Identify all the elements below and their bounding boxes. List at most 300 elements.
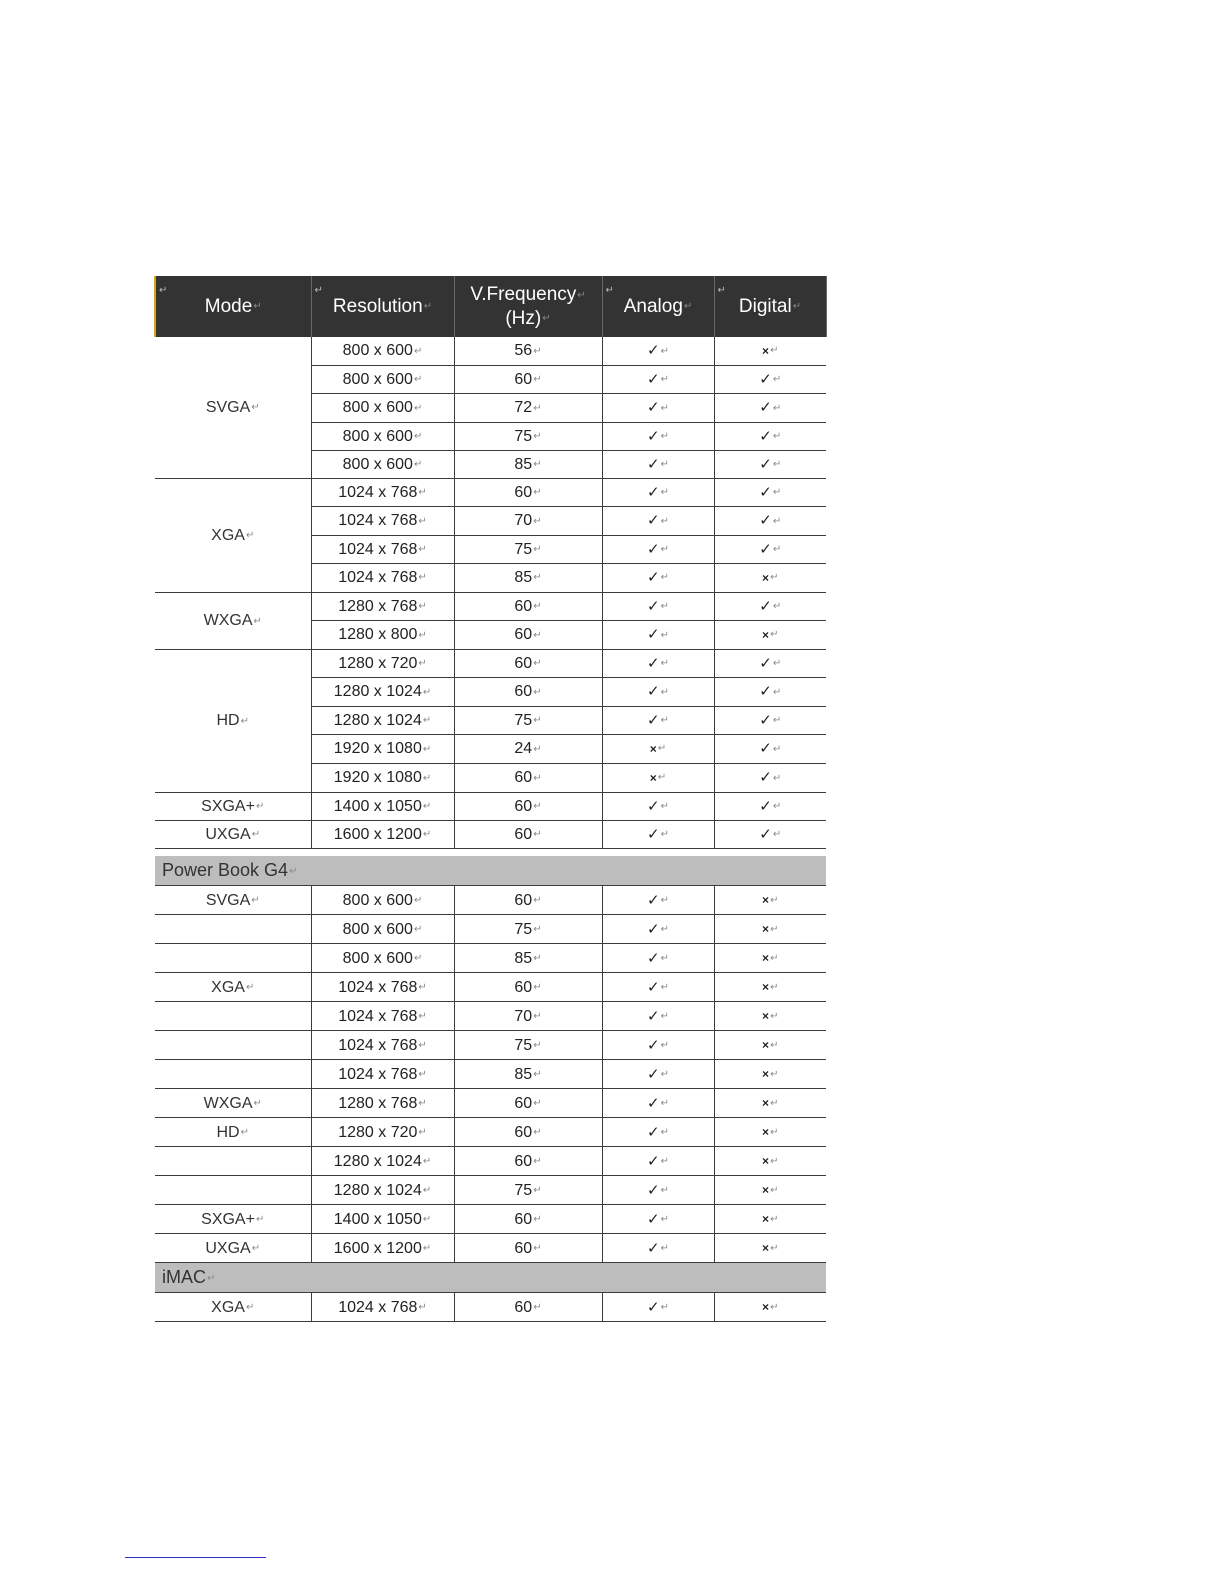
frequency-cell-text: 60 xyxy=(514,1210,533,1228)
mode-cell-text: XGA xyxy=(211,978,245,996)
table-row xyxy=(155,337,826,366)
analog-cell: ✓↵ xyxy=(602,563,714,592)
mode-cell: UXGA↵ xyxy=(155,1234,311,1263)
header-vfrequency: V.Frequency↵ (Hz)↵ xyxy=(454,276,602,337)
table-row xyxy=(155,1147,826,1176)
frequency-cell-text: 60 xyxy=(514,826,533,844)
analog-cell-text: ✓ xyxy=(647,484,660,502)
frequency-cell: 60↵ xyxy=(454,1293,602,1322)
digital-cell: ×↵ xyxy=(714,1031,826,1060)
frequency-cell: 60↵ xyxy=(454,1234,602,1263)
mode-cell-text: WXGA xyxy=(203,1094,253,1112)
analog-cell-text: ✓ xyxy=(647,512,660,530)
analog-cell-text: ✓ xyxy=(647,826,660,844)
digital-cell: ✓↵ xyxy=(714,479,826,507)
frequency-cell: 60↵ xyxy=(454,479,602,507)
digital-cell-text: × xyxy=(762,980,770,995)
mode-cell: UXGA↵ xyxy=(155,821,311,849)
resolution-cell: 1400 x 1050↵ xyxy=(311,1205,454,1234)
resolution-cell-text: 1024 x 768 xyxy=(338,484,418,502)
resolution-cell-text: 1400 x 1050 xyxy=(333,1210,422,1228)
resolution-cell: 1024 x 768↵ xyxy=(311,1031,454,1060)
frequency-cell-text: 60 xyxy=(514,597,533,615)
frequency-cell-text: 60 xyxy=(514,371,533,388)
frequency-cell: 85↵ xyxy=(454,1060,602,1089)
resolution-cell: 800 x 600↵ xyxy=(311,886,454,915)
resolution-cell-text: 1024 x 768 xyxy=(338,540,418,558)
mode-cell xyxy=(155,1147,311,1176)
digital-cell-text: × xyxy=(762,951,770,966)
resolution-cell: 1920 x 1080↵ xyxy=(311,763,454,792)
digital-cell-text: × xyxy=(762,1241,770,1256)
analog-cell: ✓↵ xyxy=(602,1147,714,1176)
resolution-cell: 800 x 600↵ xyxy=(311,394,454,422)
digital-cell: ✓↵ xyxy=(714,821,826,849)
analog-cell-text: ✓ xyxy=(647,569,660,587)
resolution-cell-text: 800 x 600 xyxy=(342,891,413,909)
frequency-cell-text: 60 xyxy=(514,1094,533,1112)
analog-cell: ✓↵ xyxy=(602,1089,714,1118)
section-imac-title: iMAC↵ xyxy=(155,1263,826,1293)
resolution-cell-text: 1280 x 1024 xyxy=(333,1181,422,1199)
digital-cell: ✓↵ xyxy=(714,592,826,620)
frequency-cell-text: 85 xyxy=(514,455,533,473)
frequency-cell-text: 60 xyxy=(514,1152,533,1170)
table-row xyxy=(155,1293,826,1322)
digital-cell-text: × xyxy=(762,1067,770,1082)
digital-cell: ✓↵ xyxy=(714,792,826,820)
analog-cell: ✓↵ xyxy=(602,592,714,620)
spacer-cell xyxy=(155,849,826,857)
analog-cell: ✓↵ xyxy=(602,650,714,678)
frequency-cell: 60↵ xyxy=(454,973,602,1002)
frequency-cell-text: 75 xyxy=(514,540,533,558)
table-body xyxy=(155,337,826,1322)
digital-cell-text: ✓ xyxy=(759,769,772,787)
analog-cell: ✓↵ xyxy=(602,973,714,1002)
digital-cell: ✓↵ xyxy=(714,422,826,450)
table-row xyxy=(155,1031,826,1060)
table-row xyxy=(155,1205,826,1234)
frequency-cell: 75↵ xyxy=(454,706,602,734)
mode-cell: XGA↵ xyxy=(155,973,311,1002)
frequency-cell-text: 75 xyxy=(514,920,533,938)
resolution-cell-text: 1024 x 768 xyxy=(338,1007,418,1025)
analog-cell-text: ✓ xyxy=(647,949,660,967)
analog-cell-text: ✓ xyxy=(647,1181,660,1199)
digital-cell: ×↵ xyxy=(714,915,826,944)
analog-cell-text: ✓ xyxy=(647,597,660,615)
digital-cell-text: × xyxy=(762,1125,770,1140)
frequency-cell: 60↵ xyxy=(454,886,602,915)
resolution-cell: 1280 x 1024↵ xyxy=(311,706,454,734)
analog-cell: ✓↵ xyxy=(602,621,714,650)
digital-cell: ✓↵ xyxy=(714,650,826,678)
frequency-cell-text: 60 xyxy=(514,683,533,701)
frequency-cell-text: 75 xyxy=(514,1036,533,1054)
resolution-cell-text: 800 x 600 xyxy=(342,920,413,938)
digital-cell: ✓↵ xyxy=(714,706,826,734)
analog-cell: ✓↵ xyxy=(602,915,714,944)
frequency-cell: 70↵ xyxy=(454,507,602,535)
analog-cell: ✓↵ xyxy=(602,479,714,507)
resolution-cell-text: 1280 x 1024 xyxy=(333,711,422,729)
digital-cell-text: ✓ xyxy=(759,711,772,729)
analog-cell-text: ✓ xyxy=(647,1298,660,1316)
digital-cell: ✓↵ xyxy=(714,394,826,422)
table-row xyxy=(155,1176,826,1205)
resolution-cell-text: 1920 x 1080 xyxy=(333,769,422,787)
resolution-cell-text: 1920 x 1080 xyxy=(333,740,422,758)
frequency-cell-text: 75 xyxy=(514,1181,533,1199)
resolution-cell: 800 x 600↵ xyxy=(311,422,454,450)
mode-cell: XGA↵ xyxy=(155,479,311,593)
mode-cell-text: WXGA xyxy=(203,612,253,630)
resolution-cell: 1280 x 768↵ xyxy=(311,1089,454,1118)
mode-cell xyxy=(155,944,311,973)
header-mode: ↵ Mode↵ xyxy=(155,276,311,337)
table-row xyxy=(155,915,826,944)
resolution-cell-text: 800 x 600 xyxy=(342,427,413,445)
frequency-cell-text: 60 xyxy=(514,891,533,909)
digital-cell: ✓↵ xyxy=(714,734,826,763)
frequency-cell-text: 60 xyxy=(514,484,533,502)
analog-cell: ✓↵ xyxy=(602,394,714,422)
mode-cell-text: HD xyxy=(216,1123,240,1141)
analog-cell-text: ✓ xyxy=(647,399,660,417)
resolution-cell-text: 1280 x 768 xyxy=(338,597,418,615)
resolution-cell-text: 1280 x 720 xyxy=(338,1123,418,1141)
analog-cell: ✓↵ xyxy=(602,1031,714,1060)
mode-cell: WXGA↵ xyxy=(155,1089,311,1118)
frequency-cell-text: 72 xyxy=(514,399,533,417)
analog-cell-text: ✓ xyxy=(647,1123,660,1141)
analog-cell-text: ✓ xyxy=(647,342,660,360)
section-powerbook-g4 xyxy=(155,856,826,886)
digital-cell-text: ✓ xyxy=(759,683,772,701)
frequency-cell-text: 60 xyxy=(514,1123,533,1141)
digital-cell-text: × xyxy=(762,570,770,585)
resolution-cell-text: 1600 x 1200 xyxy=(333,1239,422,1257)
mode-cell: SXGA+↵ xyxy=(155,792,311,820)
analog-cell-text: ✓ xyxy=(647,711,660,729)
resolution-cell-text: 1280 x 768 xyxy=(338,1094,418,1112)
analog-cell-text: ✓ xyxy=(647,978,660,996)
frequency-cell: 56↵ xyxy=(454,337,602,366)
resolution-cell: 1024 x 768↵ xyxy=(311,479,454,507)
analog-cell-text: × xyxy=(649,741,657,756)
digital-cell-text: × xyxy=(762,1096,770,1111)
mode-cell: SVGA↵ xyxy=(155,886,311,915)
digital-cell-text: × xyxy=(762,1154,770,1169)
resolution-cell: 1024 x 768↵ xyxy=(311,563,454,592)
resolution-cell: 800 x 600↵ xyxy=(311,450,454,478)
digital-cell: ✓↵ xyxy=(714,507,826,535)
analog-cell: ✓↵ xyxy=(602,678,714,706)
resolution-cell: 1024 x 768↵ xyxy=(311,1002,454,1031)
mode-cell-text: UXGA xyxy=(205,826,251,844)
resolution-cell: 800 x 600↵ xyxy=(311,366,454,394)
digital-cell: ×↵ xyxy=(714,886,826,915)
frequency-cell: 60↵ xyxy=(454,1147,602,1176)
digital-cell-text: ✓ xyxy=(759,540,772,558)
frequency-cell: 85↵ xyxy=(454,450,602,478)
analog-cell-text: × xyxy=(649,770,657,785)
analog-cell: ✓↵ xyxy=(602,1293,714,1322)
digital-cell-text: × xyxy=(762,628,770,643)
resolution-cell: 1280 x 1024↵ xyxy=(311,678,454,706)
frequency-cell: 72↵ xyxy=(454,394,602,422)
digital-cell: ×↵ xyxy=(714,1147,826,1176)
table-row xyxy=(155,1089,826,1118)
digital-cell-text: ✓ xyxy=(759,371,772,388)
analog-cell: ✓↵ xyxy=(602,422,714,450)
resolution-cell: 800 x 600↵ xyxy=(311,944,454,973)
digital-cell: ×↵ xyxy=(714,1118,826,1147)
mode-cell-text: XGA xyxy=(211,1298,245,1316)
mode-cell: XGA↵ xyxy=(155,1293,311,1322)
frequency-cell-text: 85 xyxy=(514,949,533,967)
frequency-cell: 60↵ xyxy=(454,1118,602,1147)
digital-cell-text: × xyxy=(762,1038,770,1053)
digital-cell-text: ✓ xyxy=(759,740,772,758)
frequency-cell-text: 60 xyxy=(514,626,533,644)
digital-cell-text: ✓ xyxy=(759,512,772,530)
frequency-cell-text: 70 xyxy=(514,1007,533,1025)
analog-cell-text: ✓ xyxy=(647,683,660,701)
analog-cell-text: ✓ xyxy=(647,655,660,673)
frequency-cell: 70↵ xyxy=(454,1002,602,1031)
frequency-cell: 75↵ xyxy=(454,422,602,450)
resolution-cell-text: 1280 x 800 xyxy=(338,626,418,644)
resolution-cell-text: 800 x 600 xyxy=(342,399,413,417)
resolution-cell: 1024 x 768↵ xyxy=(311,507,454,535)
digital-cell-text: ✓ xyxy=(759,399,772,417)
resolution-cell: 1280 x 768↵ xyxy=(311,592,454,620)
frequency-cell-text: 60 xyxy=(514,655,533,673)
frequency-cell: 75↵ xyxy=(454,915,602,944)
digital-cell-text: × xyxy=(762,1212,770,1227)
frequency-cell: 60↵ xyxy=(454,592,602,620)
digital-cell-text: ✓ xyxy=(759,484,772,502)
digital-cell-text: ✓ xyxy=(759,597,772,615)
digital-cell-text: × xyxy=(762,1009,770,1024)
frequency-cell-text: 60 xyxy=(514,797,533,815)
analog-cell-text: ✓ xyxy=(647,455,660,473)
analog-cell: ✓↵ xyxy=(602,792,714,820)
analog-cell-text: ✓ xyxy=(647,1036,660,1054)
frequency-cell-text: 60 xyxy=(514,769,533,787)
analog-cell-text: ✓ xyxy=(647,427,660,445)
analog-cell-text: ✓ xyxy=(647,540,660,558)
table-header-row xyxy=(155,276,826,337)
section-powerbook-g4-title: Power Book G4↵ xyxy=(155,856,826,886)
frequency-cell-text: 24 xyxy=(514,740,533,758)
digital-cell: ✓↵ xyxy=(714,366,826,394)
footnote-separator xyxy=(125,1557,266,1558)
digital-cell: ×↵ xyxy=(714,944,826,973)
frequency-cell: 60↵ xyxy=(454,1205,602,1234)
analog-cell: ✓↵ xyxy=(602,337,714,366)
resolution-cell: 1024 x 768↵ xyxy=(311,1293,454,1322)
resolution-cell: 1024 x 768↵ xyxy=(311,1060,454,1089)
table-row xyxy=(155,792,826,820)
resolution-cell-text: 1024 x 768 xyxy=(338,1298,418,1316)
digital-cell-text: ✓ xyxy=(759,797,772,815)
table-row xyxy=(155,821,826,849)
mode-cell: HD↵ xyxy=(155,650,311,793)
resolution-cell-text: 1024 x 768 xyxy=(338,512,418,530)
mode-cell xyxy=(155,1031,311,1060)
resolution-cell: 800 x 600↵ xyxy=(311,337,454,366)
analog-cell-text: ✓ xyxy=(647,1239,660,1257)
digital-cell-text: × xyxy=(762,893,770,908)
resolution-cell: 1600 x 1200↵ xyxy=(311,1234,454,1263)
digital-cell: ✓↵ xyxy=(714,763,826,792)
digital-cell: ×↵ xyxy=(714,621,826,650)
mode-cell-text: SVGA xyxy=(205,891,251,909)
mode-cell-text: SXGA+ xyxy=(201,797,255,815)
frequency-cell: 60↵ xyxy=(454,763,602,792)
digital-cell: ✓↵ xyxy=(714,535,826,563)
mode-cell: WXGA↵ xyxy=(155,592,311,649)
table-row xyxy=(155,886,826,915)
analog-cell: ✓↵ xyxy=(602,1176,714,1205)
resolution-cell-text: 1024 x 768 xyxy=(338,1065,418,1083)
frequency-cell: 24↵ xyxy=(454,734,602,763)
digital-cell: ×↵ xyxy=(714,1293,826,1322)
analog-cell: ✓↵ xyxy=(602,507,714,535)
analog-cell: ✓↵ xyxy=(602,1002,714,1031)
table-row xyxy=(155,1060,826,1089)
digital-cell: ×↵ xyxy=(714,1060,826,1089)
resolution-cell: 1280 x 720↵ xyxy=(311,1118,454,1147)
header-analog: ↵ Analog↵ xyxy=(602,276,714,337)
frequency-cell: 60↵ xyxy=(454,366,602,394)
mode-cell xyxy=(155,1176,311,1205)
resolution-cell: 1280 x 1024↵ xyxy=(311,1147,454,1176)
analog-cell-text: ✓ xyxy=(647,1007,660,1025)
digital-cell: ✓↵ xyxy=(714,678,826,706)
digital-cell-text: ✓ xyxy=(759,826,772,844)
resolution-cell: 1024 x 768↵ xyxy=(311,973,454,1002)
mode-cell-text: HD xyxy=(216,712,240,730)
frequency-cell-text: 75 xyxy=(514,711,533,729)
mode-cell-text: UXGA xyxy=(205,1239,251,1257)
digital-cell: ×↵ xyxy=(714,1002,826,1031)
frequency-cell-text: 75 xyxy=(514,427,533,445)
frequency-cell: 85↵ xyxy=(454,563,602,592)
resolution-cell-text: 1280 x 1024 xyxy=(333,1152,422,1170)
digital-cell: ×↵ xyxy=(714,1089,826,1118)
section-imac-title-text: iMAC xyxy=(162,1267,206,1288)
frequency-cell: 60↵ xyxy=(454,621,602,650)
resolution-cell-text: 1024 x 768 xyxy=(338,978,418,996)
table-row xyxy=(155,479,826,507)
analog-cell-text: ✓ xyxy=(647,797,660,815)
analog-cell: ×↵ xyxy=(602,763,714,792)
digital-cell-text: ✓ xyxy=(759,455,772,473)
analog-cell-text: ✓ xyxy=(647,371,660,388)
digital-cell-text: × xyxy=(762,344,770,358)
mode-cell xyxy=(155,1002,311,1031)
digital-cell: ×↵ xyxy=(714,563,826,592)
resolution-cell-text: 800 x 600 xyxy=(342,455,413,473)
resolution-cell: 1280 x 720↵ xyxy=(311,650,454,678)
digital-cell-text: × xyxy=(762,922,770,937)
resolution-cell-text: 1024 x 768 xyxy=(338,569,418,587)
header-digital: ↵ Digital↵ xyxy=(714,276,826,337)
frequency-cell: 75↵ xyxy=(454,1031,602,1060)
analog-cell: ✓↵ xyxy=(602,706,714,734)
mode-cell-text: SVGA xyxy=(205,398,251,416)
spacer-row xyxy=(155,849,826,857)
analog-cell-text: ✓ xyxy=(647,891,660,909)
resolution-cell-text: 800 x 600 xyxy=(342,342,413,360)
analog-cell: ×↵ xyxy=(602,734,714,763)
analog-cell-text: ✓ xyxy=(647,626,660,644)
frequency-cell: 60↵ xyxy=(454,1089,602,1118)
resolution-cell: 1280 x 1024↵ xyxy=(311,1176,454,1205)
digital-cell: ✓↵ xyxy=(714,450,826,478)
resolution-cell-text: 1400 x 1050 xyxy=(333,797,422,815)
frequency-cell-text: 85 xyxy=(514,569,533,587)
digital-cell: ×↵ xyxy=(714,1205,826,1234)
frequency-cell: 60↵ xyxy=(454,650,602,678)
analog-cell: ✓↵ xyxy=(602,450,714,478)
resolution-cell-text: 800 x 600 xyxy=(342,371,413,388)
resolution-cell: 1280 x 800↵ xyxy=(311,621,454,650)
resolution-cell: 1920 x 1080↵ xyxy=(311,734,454,763)
digital-cell-text: ✓ xyxy=(759,427,772,445)
resolution-cell-text: 1280 x 720 xyxy=(338,655,418,673)
analog-cell: ✓↵ xyxy=(602,1234,714,1263)
mode-cell-text: SXGA+ xyxy=(201,1210,255,1228)
analog-cell: ✓↵ xyxy=(602,1118,714,1147)
digital-cell: ×↵ xyxy=(714,337,826,366)
table-row xyxy=(155,1002,826,1031)
resolution-cell: 1024 x 768↵ xyxy=(311,535,454,563)
resolution-cell-text: 800 x 600 xyxy=(342,949,413,967)
mode-cell: HD↵ xyxy=(155,1118,311,1147)
header-resolution: ↵ Resolution↵ xyxy=(311,276,454,337)
analog-cell-text: ✓ xyxy=(647,1065,660,1083)
compatibility-table xyxy=(154,276,827,1322)
mode-cell xyxy=(155,1060,311,1089)
frequency-cell: 75↵ xyxy=(454,535,602,563)
frequency-cell-text: 70 xyxy=(514,512,533,530)
analog-cell-text: ✓ xyxy=(647,920,660,938)
frequency-cell-text: 56 xyxy=(514,342,533,360)
resolution-cell: 1400 x 1050↵ xyxy=(311,792,454,820)
frequency-cell: 60↵ xyxy=(454,821,602,849)
mode-cell: SVGA↵ xyxy=(155,337,311,479)
table-row xyxy=(155,973,826,1002)
digital-cell: ×↵ xyxy=(714,973,826,1002)
analog-cell-text: ✓ xyxy=(647,1094,660,1112)
table-row xyxy=(155,1234,826,1263)
frequency-cell: 85↵ xyxy=(454,944,602,973)
table-row xyxy=(155,944,826,973)
digital-cell: ×↵ xyxy=(714,1176,826,1205)
analog-cell: ✓↵ xyxy=(602,821,714,849)
digital-cell-text: × xyxy=(762,1300,770,1315)
frequency-cell-text: 60 xyxy=(514,1239,533,1257)
digital-cell-text: ✓ xyxy=(759,655,772,673)
analog-cell: ✓↵ xyxy=(602,944,714,973)
analog-cell: ✓↵ xyxy=(602,1060,714,1089)
resolution-cell: 800 x 600↵ xyxy=(311,915,454,944)
